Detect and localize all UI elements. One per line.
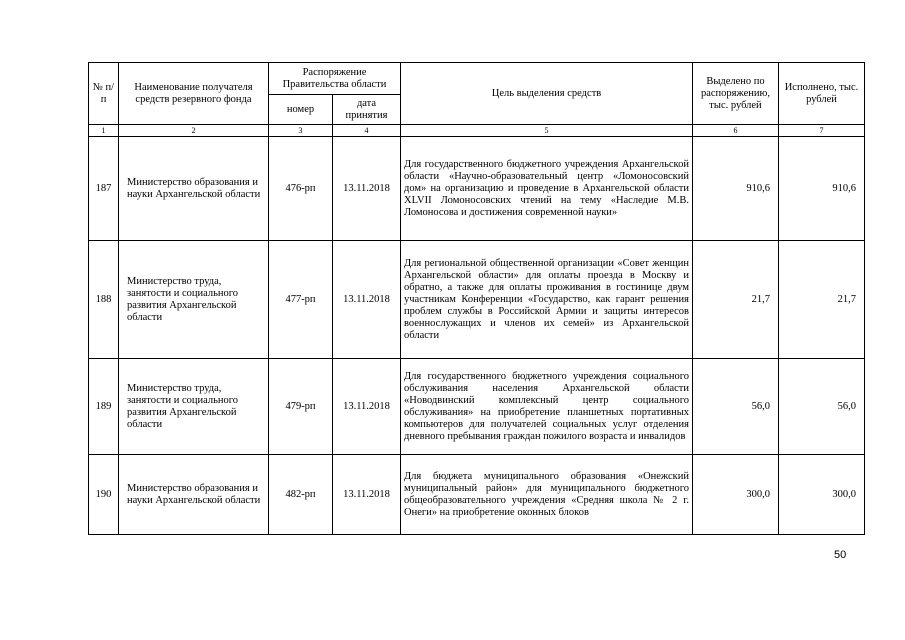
header-allocated: Выделено по распоряжению, тыс. рублей — [693, 63, 779, 125]
row-order-date: 13.11.2018 — [333, 137, 401, 241]
reserve-fund-table — [88, 62, 865, 535]
row-purpose: Для государственного бюджетного учреждения социального обслуживания населения Архангельской области «Новодвинский комплексный центр социального обслуживания» на приобретение планшетных портативных компьютеров для получателей социальных услуг отделения дневного пребывания граждан пожилого возраста и инвалидов — [401, 359, 693, 455]
table-row — [89, 359, 865, 455]
row-executed: 300,0 — [779, 455, 865, 535]
row-recipient: Министерство образования и науки Архангельской области — [119, 137, 269, 241]
row-order-number: 479-рп — [269, 359, 333, 455]
header-order-number: номер — [269, 95, 333, 125]
row-num: 189 — [89, 359, 119, 455]
column-number-7: 7 — [779, 125, 865, 137]
row-executed: 56,0 — [779, 359, 865, 455]
row-num: 188 — [89, 241, 119, 359]
column-number-6: 6 — [693, 125, 779, 137]
row-purpose: Для региональной общественной организации «Совет женщин Архангельской области» для оплаты проезда в Москву и обратно, а также для оплаты проживания в гостинице двум участникам Конференции «Государство, как гарант решения проблем службы в Российской Армии и защиты интересов военнослужащих и членов их семей» из Архангельской области — [401, 241, 693, 359]
row-purpose: Для государственного бюджетного учреждения Архангельской области «Научно-образовательный центр «Ломоносовский дом» на организацию и проведение в Архангельской области XLVII Ломоносовских чтений на тему «Наследие М.В. Ломоносова и достижения современной науки» — [401, 137, 693, 241]
column-number-5: 5 — [401, 125, 693, 137]
column-number-2: 2 — [119, 125, 269, 137]
header-order-date: дата принятия — [333, 95, 401, 125]
row-order-number: 482-рп — [269, 455, 333, 535]
row-recipient: Министерство труда, занятости и социального развития Архангельской области — [119, 241, 269, 359]
row-purpose: Для бюджета муниципального образования «Онежский муниципальный район» для муниципального бюджетного общеобразовательного учреждения «Средняя школа № 2 г. Онеги» на приобретение оконных блоков — [401, 455, 693, 535]
row-order-number: 476-рп — [269, 137, 333, 241]
row-allocated: 300,0 — [693, 455, 779, 535]
row-executed: 910,6 — [779, 137, 865, 241]
row-order-date: 13.11.2018 — [333, 455, 401, 535]
header-recipient: Наименование получателя средств резервного фонда — [119, 63, 269, 125]
column-number-3: 3 — [269, 125, 333, 137]
row-num: 187 — [89, 137, 119, 241]
header-purpose: Цель выделения средств — [401, 63, 693, 125]
column-number-1: 1 — [89, 125, 119, 137]
row-num: 190 — [89, 455, 119, 535]
header-executed: Исполнено, тыс. рублей — [779, 63, 865, 125]
table-row — [89, 241, 865, 359]
header-order-group: Распоряжение Правительства области — [269, 63, 401, 95]
row-order-date: 13.11.2018 — [333, 241, 401, 359]
header-num: № п/п — [89, 63, 119, 125]
column-number-4: 4 — [333, 125, 401, 137]
row-recipient: Министерство труда, занятости и социального развития Архангельской области — [119, 359, 269, 455]
row-allocated: 21,7 — [693, 241, 779, 359]
row-allocated: 56,0 — [693, 359, 779, 455]
table-row — [89, 137, 865, 241]
page-number: 50 — [834, 549, 847, 561]
row-order-date: 13.11.2018 — [333, 359, 401, 455]
row-order-number: 477-рп — [269, 241, 333, 359]
row-executed: 21,7 — [779, 241, 865, 359]
row-allocated: 910,6 — [693, 137, 779, 241]
table-row — [89, 455, 865, 535]
row-recipient: Министерство образования и науки Архангельской области — [119, 455, 269, 535]
